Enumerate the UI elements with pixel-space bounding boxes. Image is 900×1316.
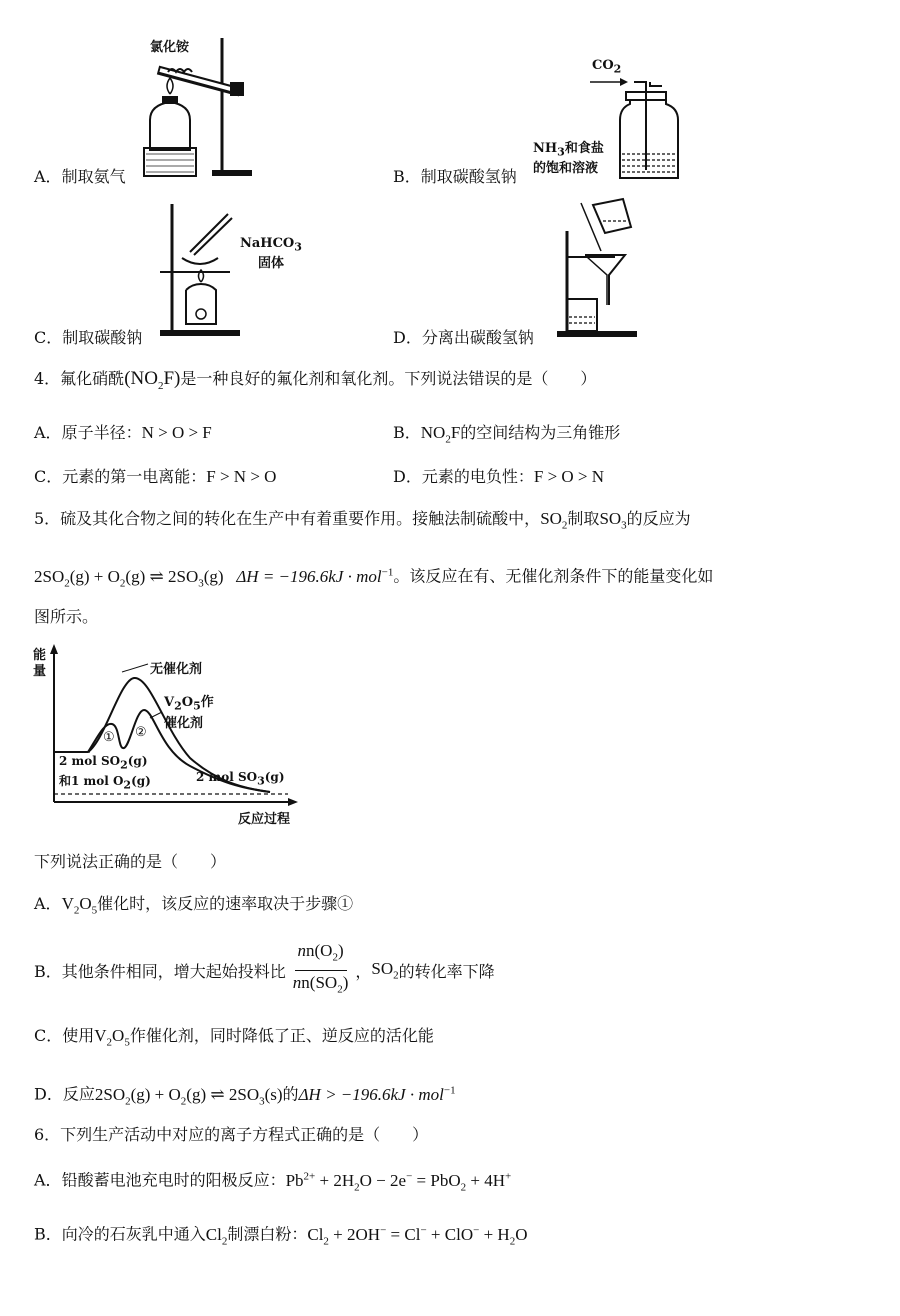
option-text: 制取碳酸氢钠 bbox=[420, 167, 517, 186]
option-text: 制取碳酸钠 bbox=[62, 328, 143, 347]
graph-step-1: ① bbox=[103, 730, 115, 745]
graph-product-label: 2 mol $SO_3(g)$ bbox=[196, 770, 285, 788]
q3-option-b[interactable] bbox=[393, 166, 517, 188]
q6-stem: 6．下列生产活动中对应的离子方程式正确的是（ ） bbox=[34, 1125, 429, 1144]
q3-option-c[interactable] bbox=[34, 327, 142, 349]
q5-option-c[interactable]: C．使用$V_2O_5$作催化剂，同时降低了正、逆反应的活化能 bbox=[34, 1026, 434, 1049]
graph-label-no-catalyst: 无催化剂 bbox=[150, 662, 203, 677]
q6-option-a[interactable]: A．铅酸蓄电池充电时的阳极反应：$Pb^{2+} + 2H_2O - 2e^- = PbO_2 + 4H^+$ bbox=[34, 1170, 512, 1194]
apparatus-c-solid-label: NaHCO$_3$ 固体 bbox=[240, 236, 302, 271]
q4-option-c[interactable]: C．元素的第一电离能：F > N > O bbox=[34, 467, 277, 486]
q5-stem-line2: $2SO_2(g) + O_2(g)$ ⇌ $2SO_3(g)$ ΔH = −196.6kJ · mol$^{-1}$。该反应在有、无催化剂条件下的能量变化如 bbox=[34, 566, 714, 590]
q5-option-d[interactable]: D．反应$2SO_2(g) + O_2(g)$ ⇌ $2SO_3(s)$的ΔH > −196.6kJ · mol$^{-1}$ bbox=[34, 1084, 456, 1108]
q5-equation: $2SO_2(g) + O_2(g)$ ⇌ $2SO_3(g)$ ΔH = −196.6kJ · mol$^{-1}$ bbox=[34, 566, 394, 590]
apparatus-b-gas-label: $CO_2$ bbox=[592, 58, 622, 76]
q5-question: 下列说法正确的是（ ） bbox=[34, 852, 227, 871]
q6-option-b[interactable]: B．向冷的石灰乳中通入$Cl_2$制漂白粉：$Cl_2 + 2OH^- = Cl^- + ClO^- + H_2O$ bbox=[34, 1224, 528, 1248]
graph-label-catalyst: $V_2O_5$作 催化剂 bbox=[164, 695, 214, 731]
apparatus-d-figure bbox=[555, 195, 645, 340]
apparatus-a-label: 氯化铵 bbox=[150, 36, 189, 55]
q4-option-d[interactable]: D．元素的电负性：F > O > N bbox=[393, 467, 605, 486]
ratio-fraction: $nn(O_2)$ $nn(SO_2)$ bbox=[292, 941, 349, 995]
q4-option-a[interactable]: A．原子半径：N > O > F bbox=[34, 423, 212, 442]
option-letter: B． bbox=[393, 167, 421, 186]
option-letter: A． bbox=[34, 167, 62, 186]
q4-option-b[interactable]: B．$NO_2F$的空间结构为三角锥形 bbox=[393, 423, 621, 446]
q5-option-a[interactable]: A．$V_2O_5$催化时，该反应的速率取决于步骤① bbox=[34, 894, 354, 917]
q4-stem: 4．氟化硝酰$(NO_2F)$是一种良好的氟化剂和氧化剂。下列说法错误的是（ ） bbox=[34, 368, 597, 392]
option-text: 制取氨气 bbox=[61, 167, 126, 186]
q3-option-a[interactable] bbox=[34, 166, 126, 188]
graph-step-2: ② bbox=[135, 725, 147, 740]
option-letter: C． bbox=[34, 328, 63, 347]
graph-reactant-label: 2 mol $SO_2(g)$ 和1 mol $O_2(g)$ bbox=[59, 754, 151, 792]
graph-x-label: 反应过程 bbox=[238, 812, 291, 827]
q5-option-b[interactable]: B． 其他条件相同，增大起始投料比 $nn(O_2)$ $nn(SO_2)$ ， $SO_2$ 的转化率下降 bbox=[34, 940, 495, 1000]
apparatus-c-figure bbox=[150, 200, 250, 340]
q3-option-d[interactable] bbox=[393, 327, 534, 349]
apparatus-b-figure bbox=[590, 60, 690, 185]
apparatus-b-solution-label: $NH_3$和食盐 的饱和溶液 bbox=[533, 141, 604, 176]
option-letter: D． bbox=[393, 328, 422, 347]
graph-y-label: 能 量 bbox=[33, 648, 47, 679]
q5-stem-line3: 图所示。 bbox=[34, 607, 99, 626]
option-text: 分离出碳酸氢钠 bbox=[421, 328, 534, 347]
q5-stem-line1: 5．硫及其化合物之间的转化在生产中有着重要作用。接触法制硫酸中，$SO_2$制取$SO_3$的反应为 bbox=[34, 509, 691, 532]
